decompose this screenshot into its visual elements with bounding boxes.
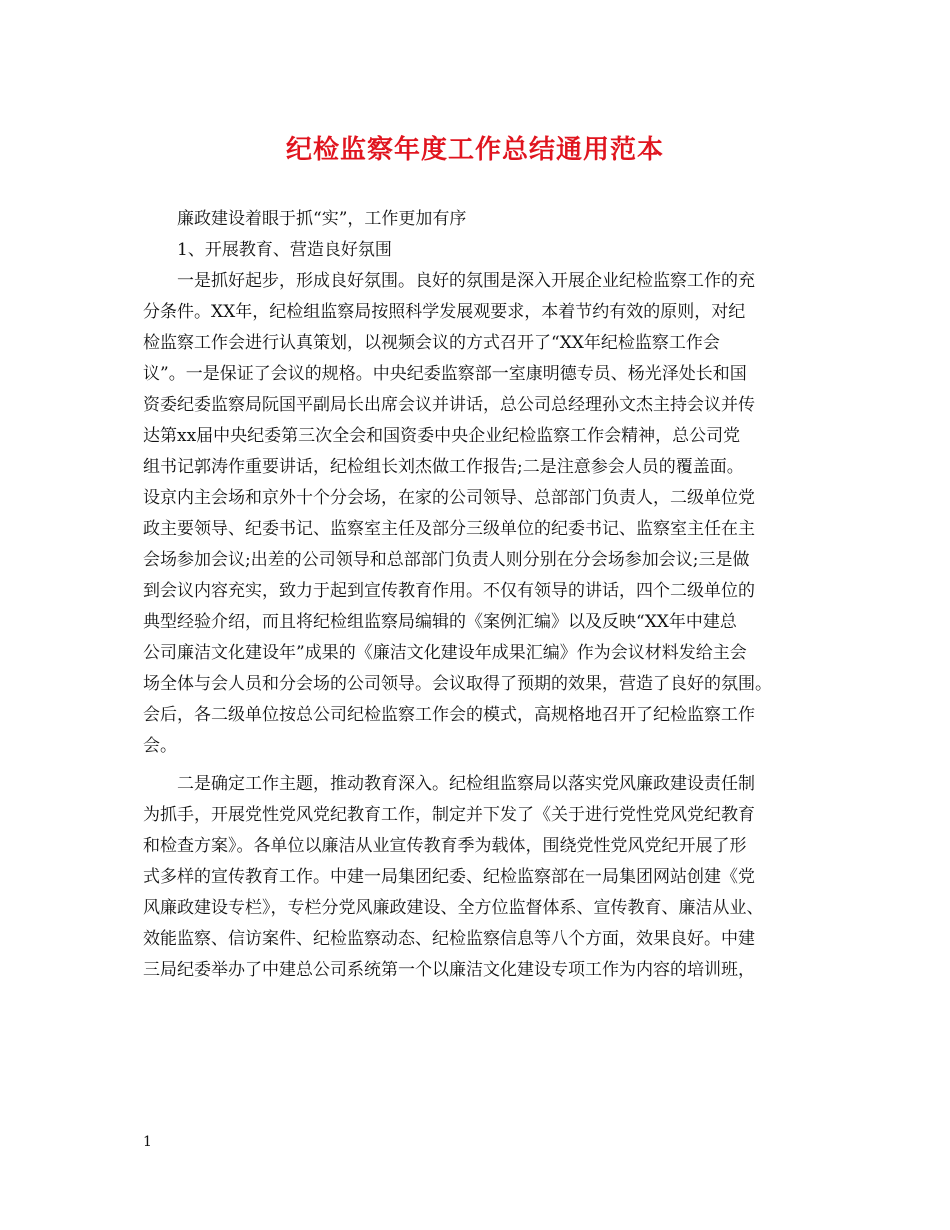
text-line: 议”。一是保证了会议的规格。中央纪委监察部一室康明德专员、杨光泽处长和国 [143, 364, 747, 384]
text-line: 达第xx届中央纪委第三次全会和国资委中央企业纪检监察工作会精神，总公司党 [143, 426, 741, 446]
text-line: 会后，各二级单位按总公司纪检监察工作会的模式，高规格地召开了纪检监察工作 [143, 705, 755, 725]
text-line: 典型经验介绍，而且将纪检组监察局编辑的《案例汇编》以及反映“XX年中建总 [143, 612, 737, 632]
text-line: 场全体与会人员和分会场的公司领导。会议取得了预期的效果，营造了良好的氛围。 [143, 674, 772, 694]
text-line: 分条件。XX年，纪检组监察局按照科学发展观要求，本着节约有效的原则，对纪 [143, 302, 746, 322]
text-line: 检监察工作会进行认真策划，以视频会议的方式召开了“XX年纪检监察工作会 [143, 333, 720, 353]
text-line: 会。 [143, 736, 177, 756]
text-line: 会场参加会议;出差的公司领导和总部部门负责人则分别在分会场参加会议;三是做 [143, 550, 750, 570]
text-line: 公司廉洁文化建设年”成果的《廉洁文化建设年成果汇编》作为会议材料发给主会 [143, 643, 747, 663]
text-line: 三局纪委举办了中建总公司系统第一个以廉洁文化建设专项工作为内容的培训班， [143, 960, 755, 980]
paragraph-2 [143, 769, 825, 986]
text-line: 组书记郭涛作重要讲话，纪检组长刘杰做工作报告;二是注意参会人员的覆盖面。 [143, 457, 744, 477]
section-heading: 廉政建设着眼于抓“实”，工作更加有序 [177, 209, 467, 229]
document-title: 纪检监察年度工作总结通用范本 [285, 135, 664, 165]
text-line: 为抓手，开展党性党风党纪教育工作，制定并下发了《关于进行党性党风党纪教育 [143, 805, 755, 825]
paragraph-spacer [143, 762, 825, 769]
text-line: 和检查方案》。各单位以廉洁从业宣传教育季为载体，围绕党性党风党纪开展了形 [143, 836, 747, 856]
text-line: 风廉政建设专栏》，专栏分党风廉政建设、全方位监督体系、宣传教育、廉洁从业、 [143, 898, 764, 918]
text-line: 式多样的宣传教育工作。中建一局集团纪委、纪检监察部在一局集团网站创建《党 [143, 867, 755, 887]
text-line: 到会议内容充实，致力于起到宣传教育作用。不仅有领导的讲话，四个二级单位的 [143, 581, 755, 601]
text-line: 二是确定工作主题，推动教育深入。纪检组监察局以落实党风廉政建设责任制 [177, 774, 755, 794]
text-line: 资委纪委监察局阮国平副局长出席会议并讲话，总公司总经理孙文杰主持会议并传 [143, 395, 755, 415]
subsection-heading: 1、开展教育、营造良好氛围 [177, 240, 392, 260]
document-body [143, 204, 825, 986]
text-line: 政主要领导、纪委书记、监察室主任及部分三级单位的纪委书记、监察室主任在主 [143, 519, 755, 539]
text-line: 设京内主会场和京外十个分会场，在家的公司领导、总部部门负责人，二级单位党 [143, 488, 755, 508]
text-line: 一是抓好起步，形成良好氛围。良好的氛围是深入开展企业纪检监察工作的充 [177, 271, 755, 291]
text-line: 效能监察、信访案件、纪检监察动态、纪检监察信息等八个方面，效果良好。中建 [143, 929, 755, 949]
page-number: 1 [143, 1134, 152, 1150]
paragraph-1 [143, 266, 825, 762]
